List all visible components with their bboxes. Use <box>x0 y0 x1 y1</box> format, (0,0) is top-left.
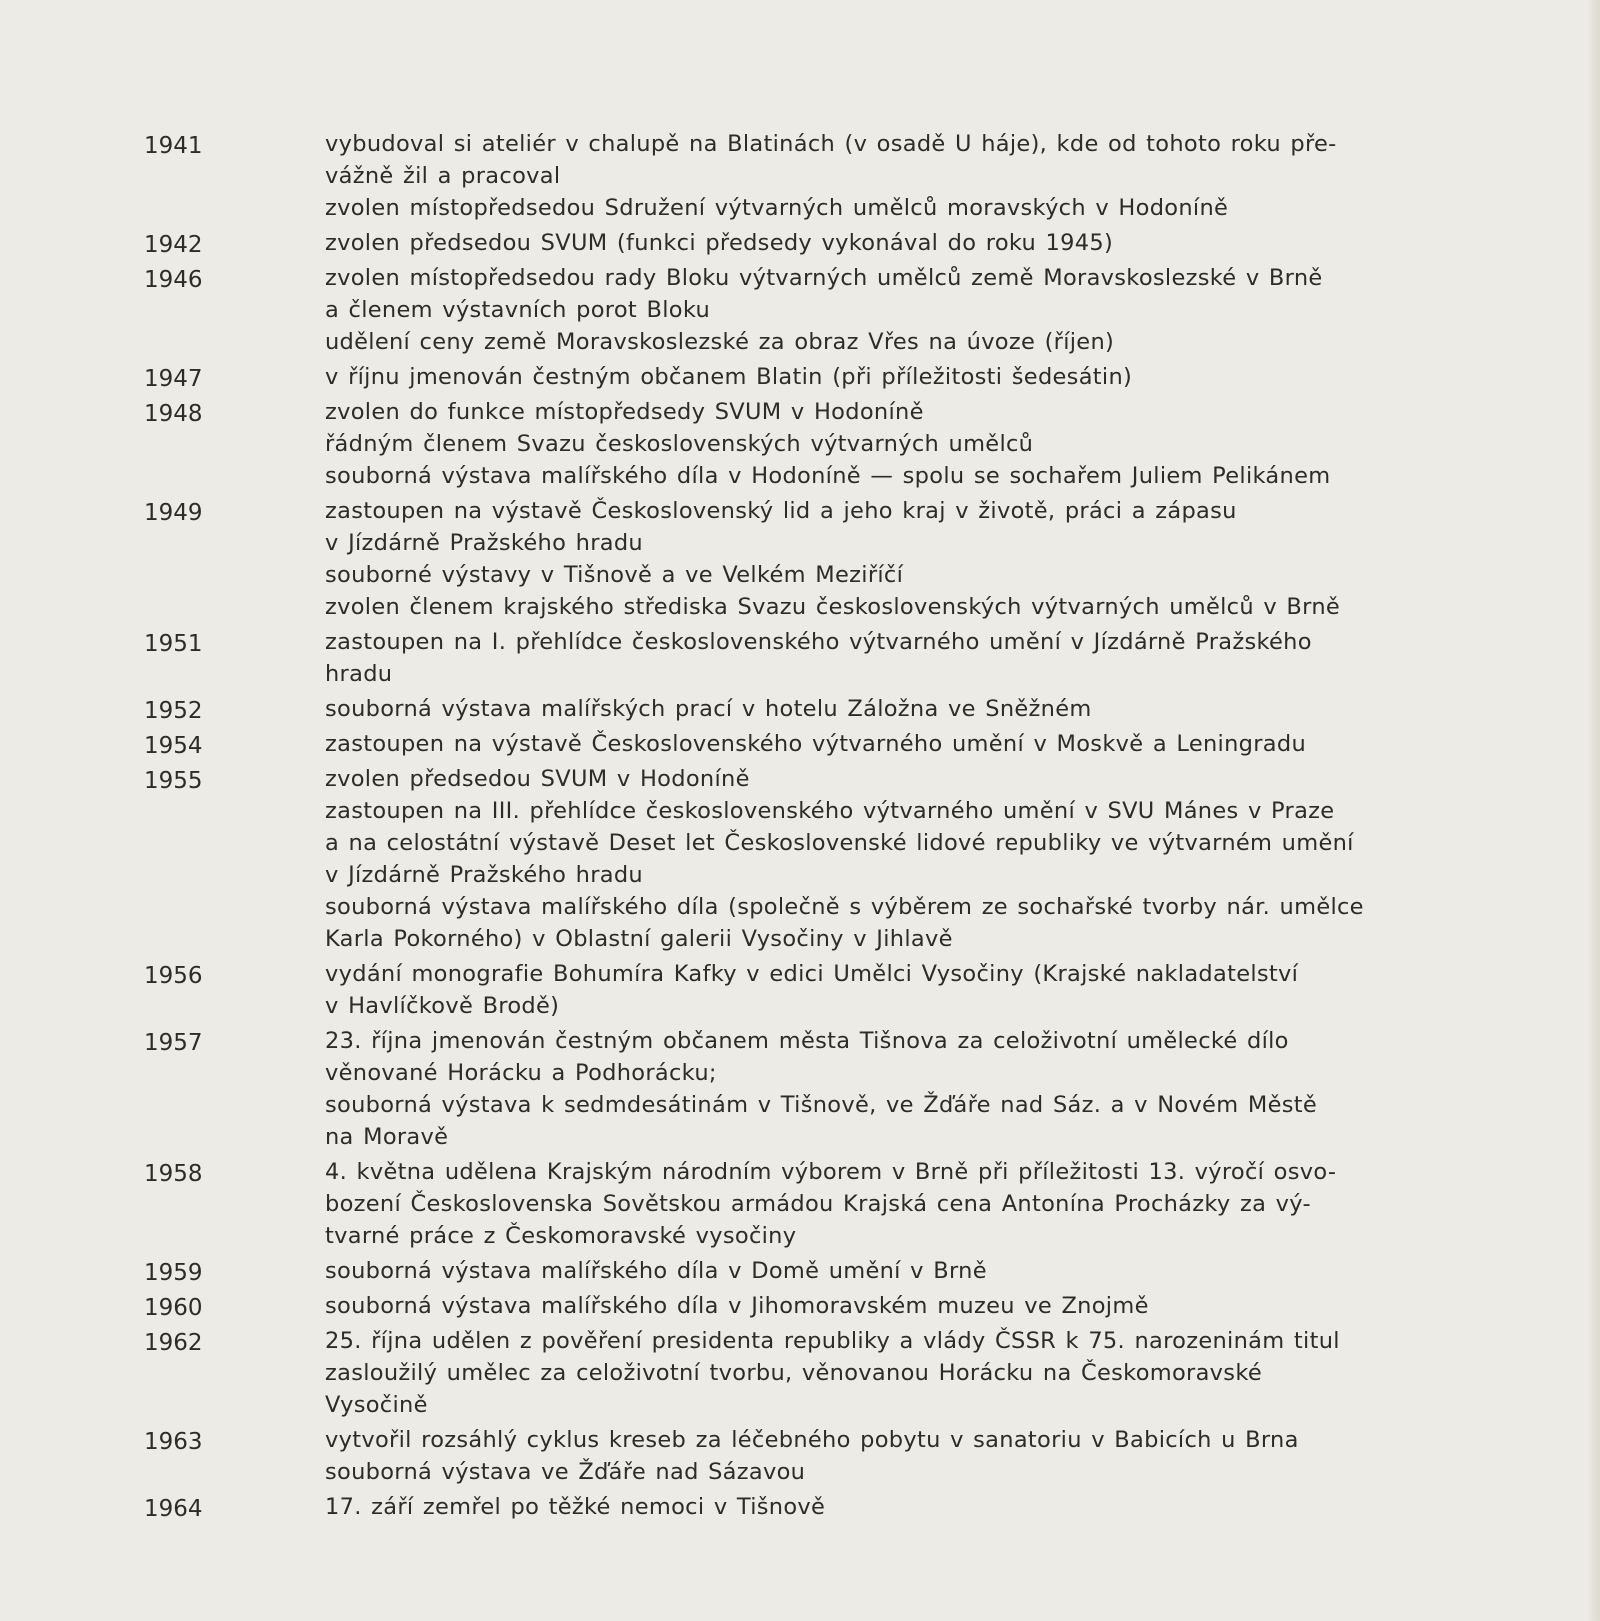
entry-text-line: souborná výstava k sedmdesátinám v Tišnově, ve Žďáře nad Sáz. a v Novém Městě <box>325 1092 1318 1118</box>
entry-text-line: Vysočině <box>325 1392 428 1418</box>
chronology-entry <box>0 626 1600 690</box>
entry-description <box>325 396 1500 492</box>
entry-text-line: zvolen do funkce místopředsedy SVUM v Hodoníně <box>325 399 924 425</box>
entry-text-line: zastoupen na III. přehlídce československého výtvarného umění v SVU Mánes v Praze <box>325 798 1335 824</box>
entry-year: 1959 <box>144 1260 203 1286</box>
entry-description <box>325 1290 1500 1322</box>
entry-text-line: souborná výstava malířského díla v Jihomoravském muzeu ve Znojmě <box>325 1293 1149 1319</box>
chronology-entry <box>0 763 1600 955</box>
entry-description <box>325 227 1500 259</box>
entry-text-line: souborné výstavy v Tišnově a ve Velkém Meziříčí <box>325 562 904 588</box>
entry-year: 1942 <box>144 232 203 258</box>
entry-text-line: zasloužilý umělec za celoživotní tvorbu, věnovanou Horácku na Českomoravské <box>325 1360 1262 1386</box>
entry-description <box>325 1325 1500 1421</box>
entry-text-line: bození Československa Sovětskou armádou Krajská cena Antonína Procházky za vý- <box>325 1191 1311 1217</box>
chronology-entry <box>0 262 1600 358</box>
chronology-entry <box>0 1025 1600 1153</box>
entry-year: 1946 <box>144 267 203 293</box>
entry-text-line: zastoupen na výstavě Československý lid a jeho kraj v životě, práci a zápasu <box>325 498 1237 524</box>
entry-year: 1964 <box>144 1496 203 1522</box>
entry-description <box>325 763 1500 955</box>
entry-year: 1941 <box>144 133 203 159</box>
entry-year: 1947 <box>144 366 203 392</box>
entry-text-line: souborná výstava malířských prací v hotelu Záložna ve Sněžném <box>325 696 1092 722</box>
entry-text-line: zastoupen na I. přehlídce československého výtvarného umění v Jízdárně Pražského <box>325 629 1312 655</box>
entry-text-line: vydání monografie Bohumíra Kafky v edici Umělci Vysočiny (Krajské nakladatelství <box>325 961 1299 987</box>
entry-description <box>325 1025 1500 1153</box>
entry-text-line: řádným členem Svazu československých výtvarných umělců <box>325 431 1034 457</box>
entry-year: 1948 <box>144 401 203 427</box>
chronology-entry <box>0 128 1600 224</box>
entry-text-line: zvolen předsedou SVUM (funkci předsedy vykonával do roku 1945) <box>325 230 1114 256</box>
entry-description <box>325 361 1500 393</box>
entry-description <box>325 693 1500 725</box>
entry-year: 1951 <box>144 631 203 657</box>
chronology-entry <box>0 1424 1600 1488</box>
chronology-entry <box>0 1491 1600 1523</box>
entry-description <box>325 1491 1500 1523</box>
chronology-entry <box>0 958 1600 1022</box>
entry-year: 1954 <box>144 733 203 759</box>
entry-description <box>325 728 1500 760</box>
entry-text-line: zvolen místopředsedou Sdružení výtvarných umělců moravských v Hodoníně <box>325 195 1229 221</box>
entry-year: 1962 <box>144 1330 203 1356</box>
entry-text-line: věnované Horácku a Podhorácku; <box>325 1060 717 1086</box>
entry-text-line: hradu <box>325 661 393 687</box>
chronology-entry <box>0 227 1600 259</box>
entry-text-line: 23. října jmenován čestným občanem města Tišnova za celoživotní umělecké dílo <box>325 1028 1289 1054</box>
entry-text-line: zastoupen na výstavě Československého výtvarného umění v Moskvě a Leningradu <box>325 731 1307 757</box>
entry-text-line: zvolen místopředsedou rady Bloku výtvarných umělců země Moravskoslezské v Brně <box>325 265 1323 291</box>
entry-year: 1960 <box>144 1295 203 1321</box>
entry-text-line: a na celostátní výstavě Deset let Československé lidové republiky ve výtvarném umění <box>325 830 1354 856</box>
entry-year: 1957 <box>144 1030 203 1056</box>
entry-description <box>325 958 1500 1022</box>
entry-text-line: Karla Pokorného) v Oblastní galerii Vysočiny v Jihlavě <box>325 926 953 952</box>
entry-description <box>325 495 1500 623</box>
chronology-entry <box>0 1255 1600 1287</box>
entry-text-line: vybudoval si ateliér v chalupě na Blatinách (v osadě U háje), kde od tohoto roku pře- <box>325 131 1337 157</box>
entry-description <box>325 626 1500 690</box>
entry-text-line: zvolen členem krajského střediska Svazu československých výtvarných umělců v Brně <box>325 594 1341 620</box>
entry-description <box>325 1424 1500 1488</box>
entry-text-line: souborná výstava malířského díla v Hodoníně — spolu se sochařem Juliem Pelikánem <box>325 463 1331 489</box>
entry-text-line: 25. října udělen z pověření presidenta republiky a vlády ČSSR k 75. narozeninám titul <box>325 1328 1340 1354</box>
entry-text-line: tvarné práce z Českomoravské vysočiny <box>325 1223 797 1249</box>
entry-text-line: 4. května udělena Krajským národním výborem v Brně při příležitosti 13. výročí osvo- <box>325 1159 1337 1185</box>
chronology-list <box>0 128 1600 1526</box>
entry-year: 1958 <box>144 1161 203 1187</box>
entry-text-line: vážně žil a pracoval <box>325 163 561 189</box>
entry-text-line: souborná výstava malířského díla (společně s výběrem ze sochařské tvorby nár. umělce <box>325 894 1364 920</box>
entry-text-line: souborná výstava ve Žďáře nad Sázavou <box>325 1459 806 1485</box>
entry-text-line: 17. září zemřel po těžké nemoci v Tišnově <box>325 1494 826 1520</box>
chronology-entry <box>0 361 1600 393</box>
entry-text-line: a členem výstavních porot Bloku <box>325 297 711 323</box>
entry-text-line: udělení ceny země Moravskoslezské za obraz Vřes na úvoze (říjen) <box>325 329 1115 355</box>
entry-text-line: vytvořil rozsáhlý cyklus kreseb za léčebného pobytu v sanatoriu v Babicích u Brna <box>325 1427 1299 1453</box>
entry-text-line: na Moravě <box>325 1124 449 1150</box>
chronology-entry <box>0 1156 1600 1252</box>
entry-text-line: v Jízdárně Pražského hradu <box>325 530 643 556</box>
entry-year: 1956 <box>144 963 203 989</box>
entry-text-line: v Havlíčkově Brodě) <box>325 993 560 1019</box>
entry-description <box>325 1156 1500 1252</box>
entry-text-line: v říjnu jmenován čestným občanem Blatin (při příležitosti šedesátin) <box>325 364 1133 390</box>
chronology-entry <box>0 1290 1600 1322</box>
entry-description <box>325 128 1500 224</box>
entry-year: 1949 <box>144 500 203 526</box>
entry-description <box>325 262 1500 358</box>
chronology-entry <box>0 728 1600 760</box>
entry-year: 1955 <box>144 768 203 794</box>
chronology-entry <box>0 495 1600 623</box>
chronology-entry <box>0 396 1600 492</box>
entry-description <box>325 1255 1500 1287</box>
entry-text-line: souborná výstava malířského díla v Domě umění v Brně <box>325 1258 987 1284</box>
entry-year: 1952 <box>144 698 203 724</box>
entry-text-line: v Jízdárně Pražského hradu <box>325 862 643 888</box>
entry-text-line: zvolen předsedou SVUM v Hodoníně <box>325 766 750 792</box>
chronology-entry <box>0 693 1600 725</box>
entry-year: 1963 <box>144 1429 203 1455</box>
chronology-entry <box>0 1325 1600 1421</box>
